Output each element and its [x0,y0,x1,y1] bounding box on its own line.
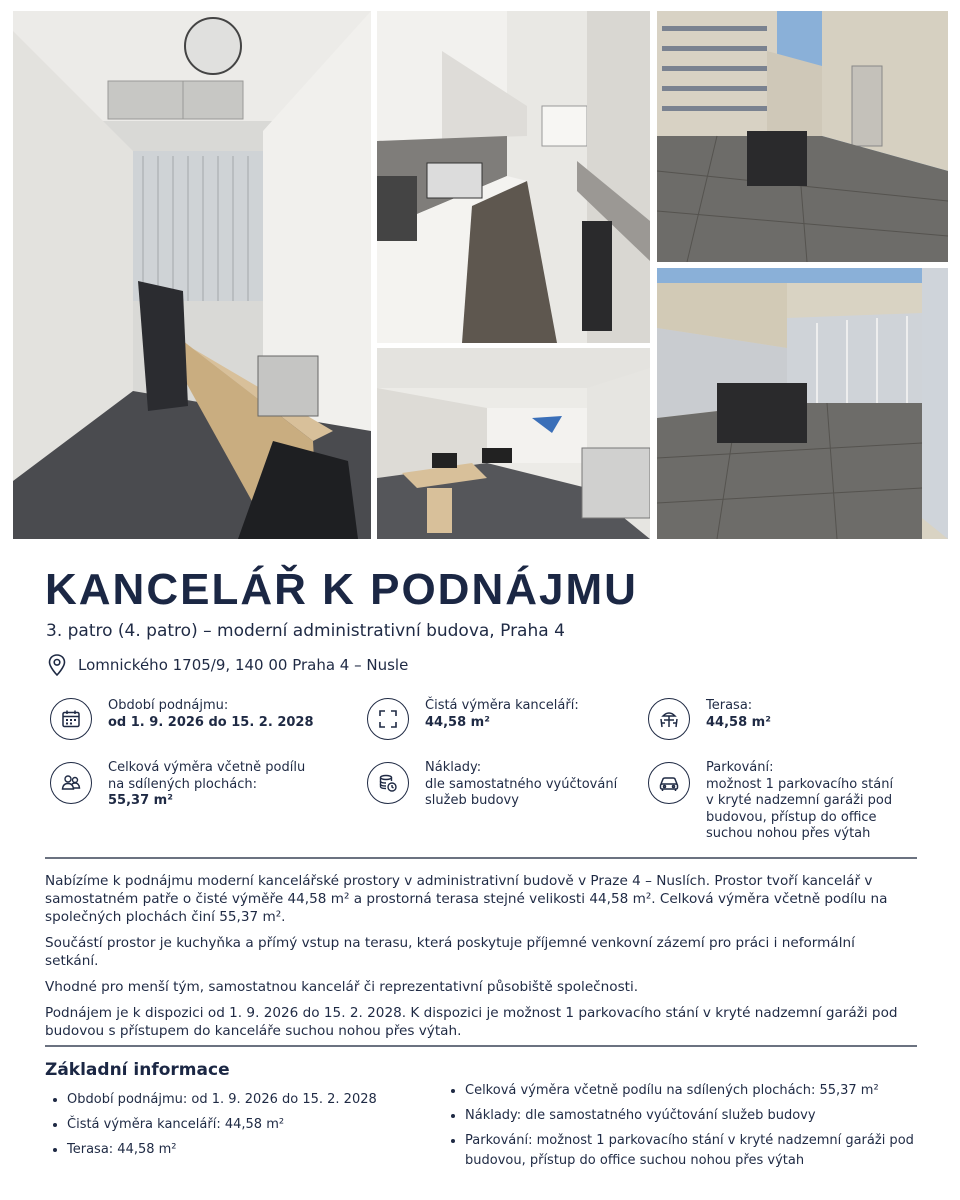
description-paragraph: Nabízíme k podnájmu moderní kancelářské prostory v administrativní budově v Praze 4 – Nuslích. Prostor tvoří kancelář v samostatném patře o čisté výměře 44,58 m² a prostorná terasa stejné velikosti 44,58 m². Celková výměra včetně podílu na společných plochách činí 55,37 m². [45,873,888,925]
divider [45,857,917,859]
description-paragraph: Vhodné pro menší tým, samostatnou kancelář či reprezentativní působiště společnosti. [45,979,639,995]
list-item: • Období podnájmu: od 1. 9. 2026 do 15. 2. 2028 [67,1090,447,1110]
list-item: • Terasa: 44,58 m² [67,1140,447,1160]
fact-parking [648,760,918,843]
page-subtitle: 3. patro (4. patro) – moderní administrativní budova, Praha 4 [46,621,565,641]
fact-value: dle samostatného vyúčtování služeb budovy [425,776,618,808]
fact-value: 44,58 m² [706,714,771,730]
calendar-icon [50,698,92,740]
fact-total-area [50,760,350,810]
basic-info-list-left [45,1090,447,1165]
description [45,872,905,1048]
fact-value: 55,37 m² [108,793,173,808]
fact-label: Náklady: [425,760,482,775]
photo-kitchen [377,11,650,343]
fact-value: od 1. 9. 2026 do 15. 2. 2028 [108,714,314,730]
list-item: • Parkování: možnost 1 parkovacího stání v kryté nadzemní garáži pod budovou, přístup do office suchou nohou přes výtah [465,1131,915,1171]
fact-value: možnost 1 parkovacího stání v kryté nadzemní garáži pod budovou, přístup do office suchou nohou přes výtah [706,776,894,841]
fact-costs [367,760,637,810]
basic-info-list-right [443,1081,915,1176]
photo-open-office [377,348,650,539]
address [48,654,408,676]
people-icon [50,762,92,804]
list-item: • Čistá výměra kanceláří: 44,58 m² [67,1115,447,1135]
description-paragraph: Podnájem je k dispozici od 1. 9. 2026 do 15. 2. 2028. K dispozici je možnost 1 parkovacího stání v kryté nadzemní garáži pod budovou s přístupem do kanceláře suchou nohou přes výtah. [45,1005,898,1039]
list-item: • Náklady: dle samostatného vyúčtování služeb budovy [465,1106,915,1126]
photo-terrace-top [657,11,948,262]
divider [45,1045,917,1047]
area-icon [367,698,409,740]
car-icon [648,762,690,804]
fact-label: Parkování: [706,760,774,775]
fact-label: Terasa: [706,698,753,713]
photo-terrace-bottom [657,268,948,539]
page-title: KANCELÁŘ K PODNÁJMU [45,565,638,614]
fact-terrace [648,698,908,740]
basic-info-heading: Základní informace [45,1060,230,1080]
coins-icon [367,762,409,804]
fact-label: Celková výměra včetně podílu na sdílených plochách: [108,760,306,792]
description-paragraph: Součástí prostor je kuchyňka a přímý vstup na terasu, která poskytuje příjemné venkovní zázemí pro práci i neformální setkání. [45,935,855,969]
fact-value: 44,58 m² [425,714,490,730]
location-pin-icon [48,654,66,676]
fact-label: Čistá výměra kanceláří: [425,698,579,713]
list-item: • Celková výměra včetně podílu na sdílených plochách: 55,37 m² [465,1081,915,1101]
photo-office-room [13,11,371,539]
fact-net-area [367,698,627,740]
fact-period [50,698,340,740]
terrace-icon [648,698,690,740]
address-text: Lomnického 1705/9, 140 00 Praha 4 – Nusle [78,656,409,674]
fact-label: Období podnájmu: [108,698,229,713]
